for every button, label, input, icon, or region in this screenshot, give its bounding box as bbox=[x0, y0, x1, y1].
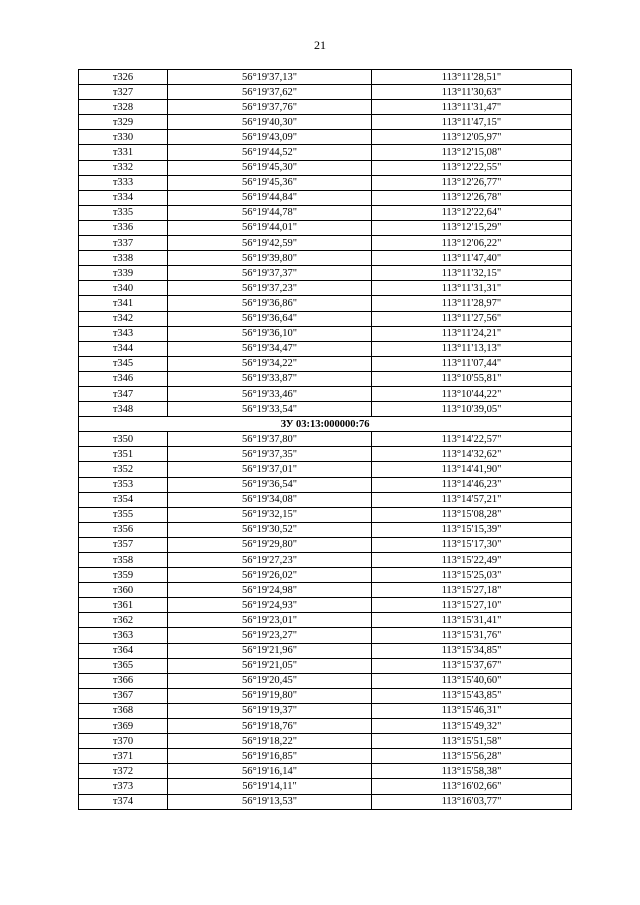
point-id-cell: т370 bbox=[79, 734, 168, 749]
table-row bbox=[79, 341, 572, 356]
table-row bbox=[79, 190, 572, 205]
latitude-cell: 56°19'27,23" bbox=[168, 553, 372, 568]
point-id-cell: т354 bbox=[79, 492, 168, 507]
table-row bbox=[79, 522, 572, 537]
point-id-cell: т328 bbox=[79, 100, 168, 115]
longitude-cell: 113°12'26,78" bbox=[372, 190, 572, 205]
longitude-cell: 113°11'28,97" bbox=[372, 296, 572, 311]
point-id-cell: т366 bbox=[79, 673, 168, 688]
latitude-cell: 56°19'24,93" bbox=[168, 598, 372, 613]
table-row bbox=[79, 326, 572, 341]
longitude-cell: 113°11'28,51" bbox=[372, 70, 572, 85]
point-id-cell: т345 bbox=[79, 356, 168, 371]
table-row bbox=[79, 764, 572, 779]
longitude-cell: 113°15'27,10" bbox=[372, 598, 572, 613]
longitude-cell: 113°15'37,67" bbox=[372, 658, 572, 673]
latitude-cell: 56°19'19,80" bbox=[168, 688, 372, 703]
table-row bbox=[79, 311, 572, 326]
point-id-cell: т329 bbox=[79, 115, 168, 130]
point-id-cell: т336 bbox=[79, 220, 168, 235]
point-id-cell: т331 bbox=[79, 145, 168, 160]
table-row bbox=[79, 598, 572, 613]
latitude-cell: 56°19'45,30" bbox=[168, 160, 372, 175]
latitude-cell: 56°19'37,37" bbox=[168, 266, 372, 281]
latitude-cell: 56°19'18,22" bbox=[168, 734, 372, 749]
longitude-cell: 113°11'24,21" bbox=[372, 326, 572, 341]
point-id-cell: т342 bbox=[79, 311, 168, 326]
table-row bbox=[79, 145, 572, 160]
longitude-cell: 113°12'15,08" bbox=[372, 145, 572, 160]
point-id-cell: т361 bbox=[79, 598, 168, 613]
latitude-cell: 56°19'30,52" bbox=[168, 522, 372, 537]
latitude-cell: 56°19'33,87" bbox=[168, 371, 372, 386]
table-row bbox=[79, 779, 572, 794]
latitude-cell: 56°19'45,36" bbox=[168, 175, 372, 190]
latitude-cell: 56°19'23,01" bbox=[168, 613, 372, 628]
point-id-cell: т338 bbox=[79, 251, 168, 266]
latitude-cell: 56°19'21,05" bbox=[168, 658, 372, 673]
point-id-cell: т334 bbox=[79, 190, 168, 205]
table-row bbox=[79, 613, 572, 628]
table-row bbox=[79, 236, 572, 251]
point-id-cell: т371 bbox=[79, 749, 168, 764]
longitude-cell: 113°10'55,81" bbox=[372, 371, 572, 386]
latitude-cell: 56°19'36,10" bbox=[168, 326, 372, 341]
longitude-cell: 113°15'08,28" bbox=[372, 507, 572, 522]
point-id-cell: т347 bbox=[79, 386, 168, 401]
longitude-cell: 113°16'03,77" bbox=[372, 794, 572, 809]
longitude-cell: 113°15'25,03" bbox=[372, 568, 572, 583]
longitude-cell: 113°11'31,47" bbox=[372, 100, 572, 115]
table-row bbox=[79, 251, 572, 266]
point-id-cell: т351 bbox=[79, 447, 168, 462]
latitude-cell: 56°19'14,11" bbox=[168, 779, 372, 794]
latitude-cell: 56°19'36,54" bbox=[168, 477, 372, 492]
longitude-cell: 113°12'15,29" bbox=[372, 220, 572, 235]
latitude-cell: 56°19'37,62" bbox=[168, 85, 372, 100]
latitude-cell: 56°19'44,52" bbox=[168, 145, 372, 160]
point-id-cell: т364 bbox=[79, 643, 168, 658]
latitude-cell: 56°19'33,54" bbox=[168, 402, 372, 417]
table-row bbox=[79, 658, 572, 673]
latitude-cell: 56°19'36,64" bbox=[168, 311, 372, 326]
longitude-cell: 113°15'46,31" bbox=[372, 703, 572, 718]
point-id-cell: т359 bbox=[79, 568, 168, 583]
table-row bbox=[79, 100, 572, 115]
latitude-cell: 56°19'20,45" bbox=[168, 673, 372, 688]
point-id-cell: т330 bbox=[79, 130, 168, 145]
table-row bbox=[79, 628, 572, 643]
longitude-cell: 113°15'58,38" bbox=[372, 764, 572, 779]
table-row bbox=[79, 447, 572, 462]
longitude-cell: 113°15'31,76" bbox=[372, 628, 572, 643]
table-row bbox=[79, 537, 572, 552]
point-id-cell: т368 bbox=[79, 703, 168, 718]
point-id-cell: т333 bbox=[79, 175, 168, 190]
point-id-cell: т341 bbox=[79, 296, 168, 311]
point-id-cell: т332 bbox=[79, 160, 168, 175]
longitude-cell: 113°15'27,18" bbox=[372, 583, 572, 598]
table-row bbox=[79, 130, 572, 145]
table-row bbox=[79, 296, 572, 311]
table-row bbox=[79, 432, 572, 447]
latitude-cell: 56°19'23,27" bbox=[168, 628, 372, 643]
point-id-cell: т346 bbox=[79, 371, 168, 386]
latitude-cell: 56°19'16,85" bbox=[168, 749, 372, 764]
table-row bbox=[79, 220, 572, 235]
point-id-cell: т367 bbox=[79, 688, 168, 703]
latitude-cell: 56°19'37,01" bbox=[168, 462, 372, 477]
point-id-cell: т360 bbox=[79, 583, 168, 598]
point-id-cell: т348 bbox=[79, 402, 168, 417]
point-id-cell: т356 bbox=[79, 522, 168, 537]
longitude-cell: 113°12'26,77" bbox=[372, 175, 572, 190]
longitude-cell: 113°10'44,22" bbox=[372, 386, 572, 401]
latitude-cell: 56°19'44,84" bbox=[168, 190, 372, 205]
point-id-cell: т373 bbox=[79, 779, 168, 794]
table-row bbox=[79, 266, 572, 281]
latitude-cell: 56°19'40,30" bbox=[168, 115, 372, 130]
longitude-cell: 113°15'22,49" bbox=[372, 553, 572, 568]
latitude-cell: 56°19'42,59" bbox=[168, 236, 372, 251]
latitude-cell: 56°19'24,98" bbox=[168, 583, 372, 598]
point-id-cell: т326 bbox=[79, 70, 168, 85]
latitude-cell: 56°19'37,13" bbox=[168, 70, 372, 85]
latitude-cell: 56°19'43,09" bbox=[168, 130, 372, 145]
longitude-cell: 113°11'47,40" bbox=[372, 251, 572, 266]
coordinates-table-body bbox=[79, 70, 572, 810]
table-row bbox=[79, 583, 572, 598]
longitude-cell: 113°14'41,90" bbox=[372, 462, 572, 477]
table-row bbox=[79, 794, 572, 809]
longitude-cell: 113°11'47,15" bbox=[372, 115, 572, 130]
point-id-cell: т365 bbox=[79, 658, 168, 673]
coordinates-table bbox=[78, 69, 572, 810]
latitude-cell: 56°19'32,15" bbox=[168, 507, 372, 522]
latitude-cell: 56°19'34,47" bbox=[168, 341, 372, 356]
latitude-cell: 56°19'44,78" bbox=[168, 205, 372, 220]
longitude-cell: 113°14'57,21" bbox=[372, 492, 572, 507]
page-number: 21 bbox=[314, 38, 326, 52]
point-id-cell: т374 bbox=[79, 794, 168, 809]
table-row bbox=[79, 70, 572, 85]
table-row bbox=[79, 703, 572, 718]
longitude-cell: 113°12'22,55" bbox=[372, 160, 572, 175]
latitude-cell: 56°19'16,14" bbox=[168, 764, 372, 779]
point-id-cell: т362 bbox=[79, 613, 168, 628]
point-id-cell: т344 bbox=[79, 341, 168, 356]
point-id-cell: т355 bbox=[79, 507, 168, 522]
longitude-cell: 113°10'39,05" bbox=[372, 402, 572, 417]
point-id-cell: т369 bbox=[79, 719, 168, 734]
latitude-cell: 56°19'34,22" bbox=[168, 356, 372, 371]
longitude-cell: 113°15'51,58" bbox=[372, 734, 572, 749]
longitude-cell: 113°14'22,57" bbox=[372, 432, 572, 447]
table-row bbox=[79, 568, 572, 583]
section-label: ЗУ 03:13:000000:76 bbox=[79, 417, 572, 432]
point-id-cell: т339 bbox=[79, 266, 168, 281]
latitude-cell: 56°19'37,76" bbox=[168, 100, 372, 115]
table-row bbox=[79, 462, 572, 477]
point-id-cell: т357 bbox=[79, 537, 168, 552]
table-row bbox=[79, 281, 572, 296]
table-row bbox=[79, 175, 572, 190]
table-row bbox=[79, 371, 572, 386]
table-row bbox=[79, 688, 572, 703]
point-id-cell: т340 bbox=[79, 281, 168, 296]
point-id-cell: т358 bbox=[79, 553, 168, 568]
table-row bbox=[79, 386, 572, 401]
longitude-cell: 113°11'07,44" bbox=[372, 356, 572, 371]
table-row bbox=[79, 402, 572, 417]
longitude-cell: 113°12'06,22" bbox=[372, 236, 572, 251]
latitude-cell: 56°19'19,37" bbox=[168, 703, 372, 718]
latitude-cell: 56°19'34,08" bbox=[168, 492, 372, 507]
latitude-cell: 56°19'26,02" bbox=[168, 568, 372, 583]
latitude-cell: 56°19'37,23" bbox=[168, 281, 372, 296]
point-id-cell: т343 bbox=[79, 326, 168, 341]
table-row bbox=[79, 553, 572, 568]
table-row bbox=[79, 85, 572, 100]
table-row bbox=[79, 477, 572, 492]
latitude-cell: 56°19'18,76" bbox=[168, 719, 372, 734]
longitude-cell: 113°11'13,13" bbox=[372, 341, 572, 356]
longitude-cell: 113°12'22,64" bbox=[372, 205, 572, 220]
latitude-cell: 56°19'36,86" bbox=[168, 296, 372, 311]
latitude-cell: 56°19'39,80" bbox=[168, 251, 372, 266]
latitude-cell: 56°19'29,80" bbox=[168, 537, 372, 552]
longitude-cell: 113°15'56,28" bbox=[372, 749, 572, 764]
latitude-cell: 56°19'37,35" bbox=[168, 447, 372, 462]
section-header-row bbox=[79, 417, 572, 432]
point-id-cell: т372 bbox=[79, 764, 168, 779]
longitude-cell: 113°14'32,62" bbox=[372, 447, 572, 462]
latitude-cell: 56°19'37,80" bbox=[168, 432, 372, 447]
table-row bbox=[79, 749, 572, 764]
longitude-cell: 113°15'31,41" bbox=[372, 613, 572, 628]
table-row bbox=[79, 673, 572, 688]
point-id-cell: т350 bbox=[79, 432, 168, 447]
point-id-cell: т352 bbox=[79, 462, 168, 477]
longitude-cell: 113°11'30,63" bbox=[372, 85, 572, 100]
table-row bbox=[79, 719, 572, 734]
longitude-cell: 113°15'34,85" bbox=[372, 643, 572, 658]
table-row bbox=[79, 643, 572, 658]
table-row bbox=[79, 734, 572, 749]
longitude-cell: 113°11'31,31" bbox=[372, 281, 572, 296]
point-id-cell: т327 bbox=[79, 85, 168, 100]
latitude-cell: 56°19'33,46" bbox=[168, 386, 372, 401]
table-row bbox=[79, 115, 572, 130]
point-id-cell: т335 bbox=[79, 205, 168, 220]
longitude-cell: 113°12'05,97" bbox=[372, 130, 572, 145]
point-id-cell: т353 bbox=[79, 477, 168, 492]
table-row bbox=[79, 492, 572, 507]
longitude-cell: 113°14'46,23" bbox=[372, 477, 572, 492]
longitude-cell: 113°15'43,85" bbox=[372, 688, 572, 703]
longitude-cell: 113°16'02,66" bbox=[372, 779, 572, 794]
point-id-cell: т363 bbox=[79, 628, 168, 643]
latitude-cell: 56°19'13,53" bbox=[168, 794, 372, 809]
longitude-cell: 113°15'49,32" bbox=[372, 719, 572, 734]
longitude-cell: 113°15'17,30" bbox=[372, 537, 572, 552]
longitude-cell: 113°11'32,15" bbox=[372, 266, 572, 281]
point-id-cell: т337 bbox=[79, 236, 168, 251]
table-row bbox=[79, 160, 572, 175]
longitude-cell: 113°15'15,39" bbox=[372, 522, 572, 537]
table-row bbox=[79, 205, 572, 220]
longitude-cell: 113°11'27,56" bbox=[372, 311, 572, 326]
latitude-cell: 56°19'21,96" bbox=[168, 643, 372, 658]
table-row bbox=[79, 507, 572, 522]
latitude-cell: 56°19'44,01" bbox=[168, 220, 372, 235]
longitude-cell: 113°15'40,60" bbox=[372, 673, 572, 688]
table-row bbox=[79, 356, 572, 371]
